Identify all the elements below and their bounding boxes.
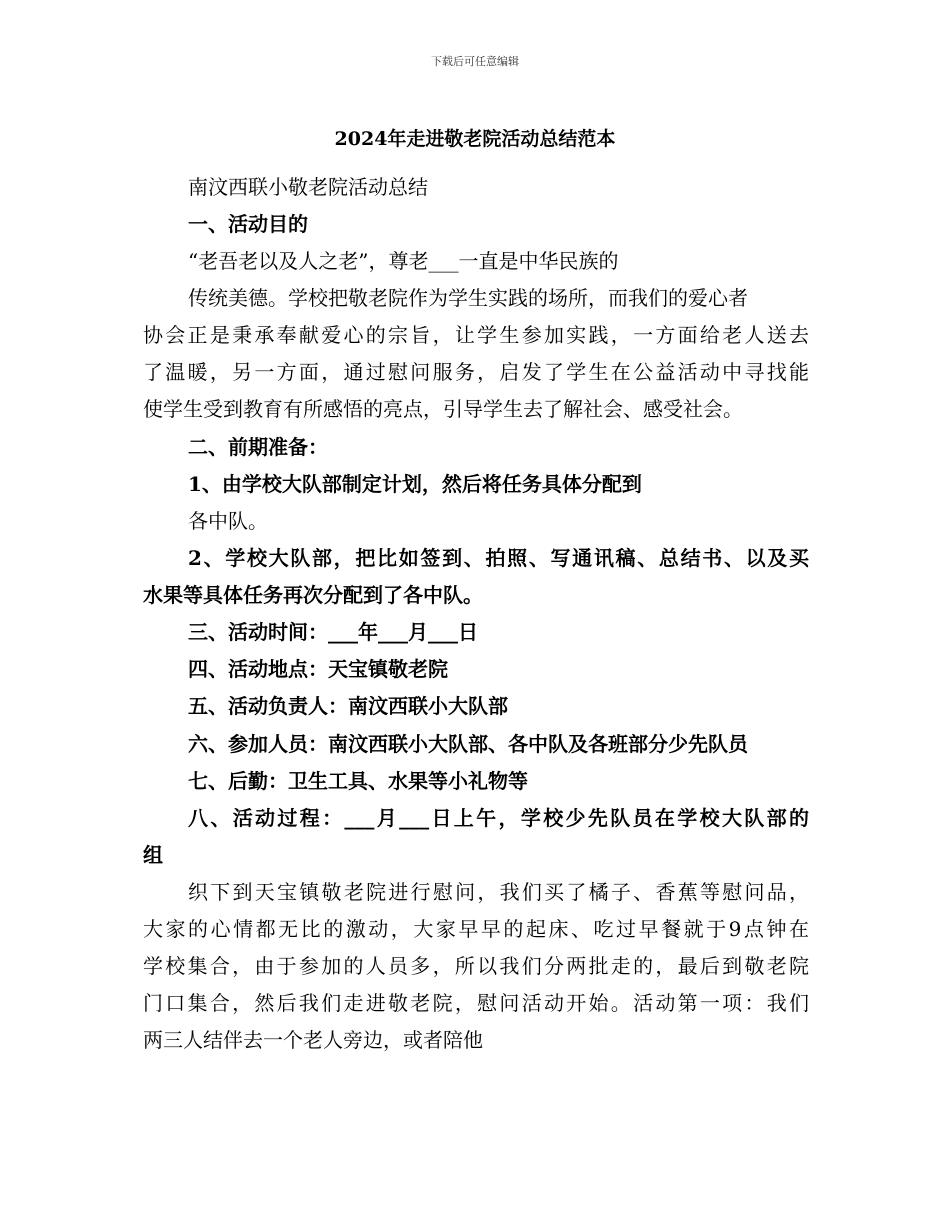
paragraph-line: 门口集合，然后我们走进敬老院，慰问活动开始。活动第一项：我们 [143,991,809,1015]
paragraph-line: 协会正是秉承奉献爱心的宗旨，让学生参加实践，一方面给老人送去 [143,323,809,347]
paragraph-line: 两三人结伴去一个老人旁边，或者陪他 [143,1028,483,1052]
section-heading-purpose: 一、活动目的 [188,212,308,236]
section-heading-time: 三、活动时间：___年___月___日 [188,620,478,644]
section-heading-process-continuation: 组 [143,843,163,867]
section-heading-preparation: 二、前期准备： [188,435,328,459]
list-item-continuation: 水果等具体任务再次分配到了各中队。 [143,583,483,607]
paragraph-line: 了温暖，另一方面，通过慰问服务，启发了学生在公益活动中寻找能 [143,360,809,384]
paragraph-line: 传统美德。学校把敬老院作为学生实践的场所，而我们的爱心者 [188,286,748,310]
list-item-continuation: 各中队。 [188,509,268,533]
document-title: 2024年走进敬老院活动总结范本 [334,128,616,150]
paragraph-line: 学校集合，由于参加的人员多，所以我们分两批走的，最后到敬老院 [143,954,809,978]
list-item: 1、由学校大队部制定计划，然后将任务具体分配到 [188,472,642,496]
section-heading-logistics: 七、后勤：卫生工具、水果等小礼物等 [188,769,528,793]
section-heading-leader: 五、活动负责人：南汶西联小大队部 [188,694,508,718]
list-item: 2、学校大队部，把比如签到、拍照、写通讯稿、总结书、以及买 [188,546,809,570]
paragraph-line: “老吾老以及人之老”，尊老___一直是中华民族的 [188,249,619,273]
section-heading-location: 四、活动地点：天宝镇敬老院 [188,657,448,681]
paragraph-line: 使学生受到教育有所感悟的亮点，引导学生去了解社会、感受社会。 [143,397,743,421]
page-header-note: 下载后可任意编辑 [431,55,519,68]
section-heading-participants: 六、参加人员：南汶西联小大队部、各中队及各班部分少先队员 [188,732,748,756]
section-heading-process: 八、活动过程：___月___日上午，学校少先队员在学校大队部的 [188,806,809,830]
paragraph-line: 织下到天宝镇敬老院进行慰问，我们买了橘子、香蕉等慰问品， [188,880,809,904]
paragraph-line: 大家的心情都无比的激动，大家早早的起床、吃过早餐就于9点钟在 [143,917,809,941]
subtitle-line: 南汶西联小敬老院活动总结 [188,175,428,199]
